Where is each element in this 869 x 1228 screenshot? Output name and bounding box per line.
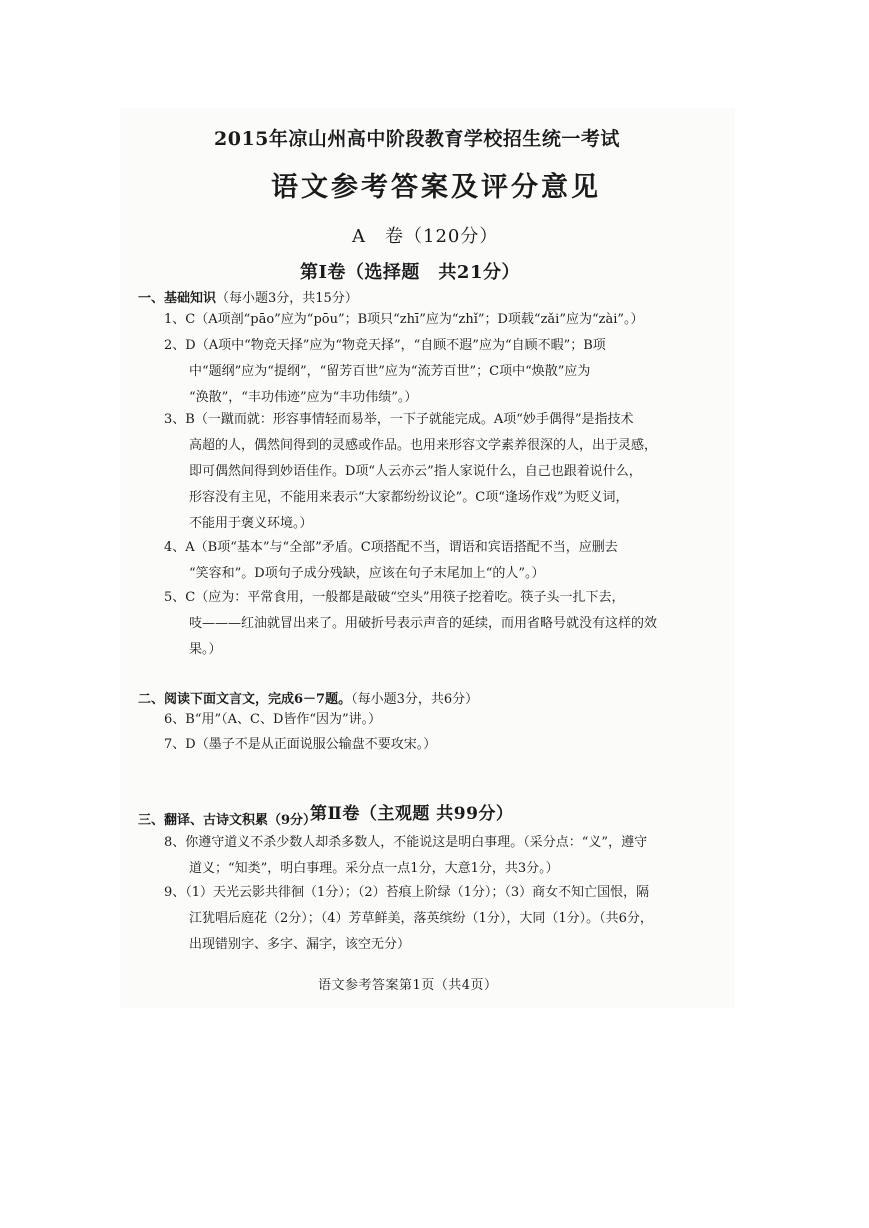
section2-note: （每小题3分，共6分） xyxy=(351,692,479,707)
answer-q4 xyxy=(164,535,724,587)
answer-line: 9、（1）天光云影共徘徊（1分）；（2）苔痕上阶绿（1分）；（3）商女不知亡国恨，隔 xyxy=(164,885,650,900)
part2-heading: 第Ⅱ卷（主观题 共99分） xyxy=(310,804,514,824)
answer-line: 道义；“知类”，明白事理。采分点一点1分，大意1分，共3分。） xyxy=(189,861,559,876)
answer-line: 1、C（A项剖“pāo”应为“pōu”；B项只“zhī”应为“zhǐ”；D项载“zǎi”应为“zài”。） xyxy=(164,312,644,327)
answer-q6 xyxy=(164,707,724,733)
answer-line: 7、D（墨子不是从正面说服公输盘不要攻宋。） xyxy=(164,737,437,752)
section1-heading xyxy=(138,287,358,306)
answer-line: 不能用于褒义环境。） xyxy=(189,516,313,531)
answer-line: 形容没有主见，不能用来表示“大家都纷纷议论”。C项“逢场作戏”为贬义词， xyxy=(189,490,629,505)
page-footer: 语文参考答案第1页（共4页） xyxy=(318,978,498,993)
section2-heading xyxy=(138,688,478,707)
document-title: 语文参考答案及评分意见 xyxy=(271,172,601,203)
section1-title: 一、基础知识 xyxy=(138,291,217,306)
answer-line: 8、你遵守道义不杀少数人却杀多数人，不能说这是明白事理。（采分点：“义”，遵守 xyxy=(164,835,648,850)
answer-line: 4、A（B项“基本”与“全部”矛盾。C项搭配不当，谓语和宾语搭配不当，应删去 xyxy=(164,540,618,555)
exam-title: 2015年凉山州高中阶段教育学校招生统一考试 xyxy=(214,128,620,150)
answer-q7 xyxy=(164,732,724,758)
volume-heading: A 卷（120分） xyxy=(352,226,499,247)
answer-line: “笑容和”。D项句子成分残缺，应该在句子末尾加上“的人”。） xyxy=(189,566,545,581)
section1-note: （每小题3分，共15分） xyxy=(216,291,358,306)
answer-line: 江犹唱后庭花（2分）；（4）芳草鲜美，落英缤纷（1分），大同（1分）。（共6分， xyxy=(189,911,653,926)
answer-line: 中“题纲”应为“提纲”，“留芳百世”应为“流芳百世”；C项中“焕散”应为 xyxy=(189,364,591,379)
answer-q8 xyxy=(164,830,724,882)
answer-line: 即可偶然间得到妙语佳作。D项“人云亦云”指人家说什么，自己也跟着说什么， xyxy=(189,464,642,479)
section3-heading: 三、翻译、古诗文积累（9分） xyxy=(138,813,317,828)
answer-line: 6、B“用”（A、C、D皆作“因为”讲。） xyxy=(164,712,382,727)
answer-line: 5、C（应为：平常食用，一般都是敲破“空头”用筷子挖着吃。筷子头一扎下去， xyxy=(164,590,625,605)
answer-q9 xyxy=(164,880,724,958)
answer-line: 果。） xyxy=(189,642,222,657)
answer-line: 3、B（一蹴而就：形容事情轻而易举，一下子就能完成。A项“妙手偶得”是指技术 xyxy=(164,412,634,427)
answer-line: 高超的人，偶然间得到的灵感或作品。也用来形容文学素养很深的人，出于灵感， xyxy=(189,438,658,453)
answer-q3 xyxy=(164,407,724,537)
answer-line: 出现错别字、多字、漏字，该空无分） xyxy=(189,937,411,952)
answer-line: “涣散”，“丰功伟迹”应为“丰功伟绩”。） xyxy=(189,390,418,405)
section2-title: 二、阅读下面文言文，完成6－7题。 xyxy=(138,692,352,707)
answer-q2 xyxy=(164,333,724,411)
part1-heading: 第Ⅰ卷（选择题 共21分） xyxy=(300,262,520,283)
answer-line: 吱———红油就冒出来了。用破折号表示声音的延续，而用省略号就没有这样的效 xyxy=(189,616,658,631)
answer-q1 xyxy=(164,307,724,333)
answer-line: 2、D（A项中“物竞天择”应为“物竞天择”，“自顾不遐”应为“自顾不暇”；B项 xyxy=(164,338,606,353)
answer-q5 xyxy=(164,585,724,663)
